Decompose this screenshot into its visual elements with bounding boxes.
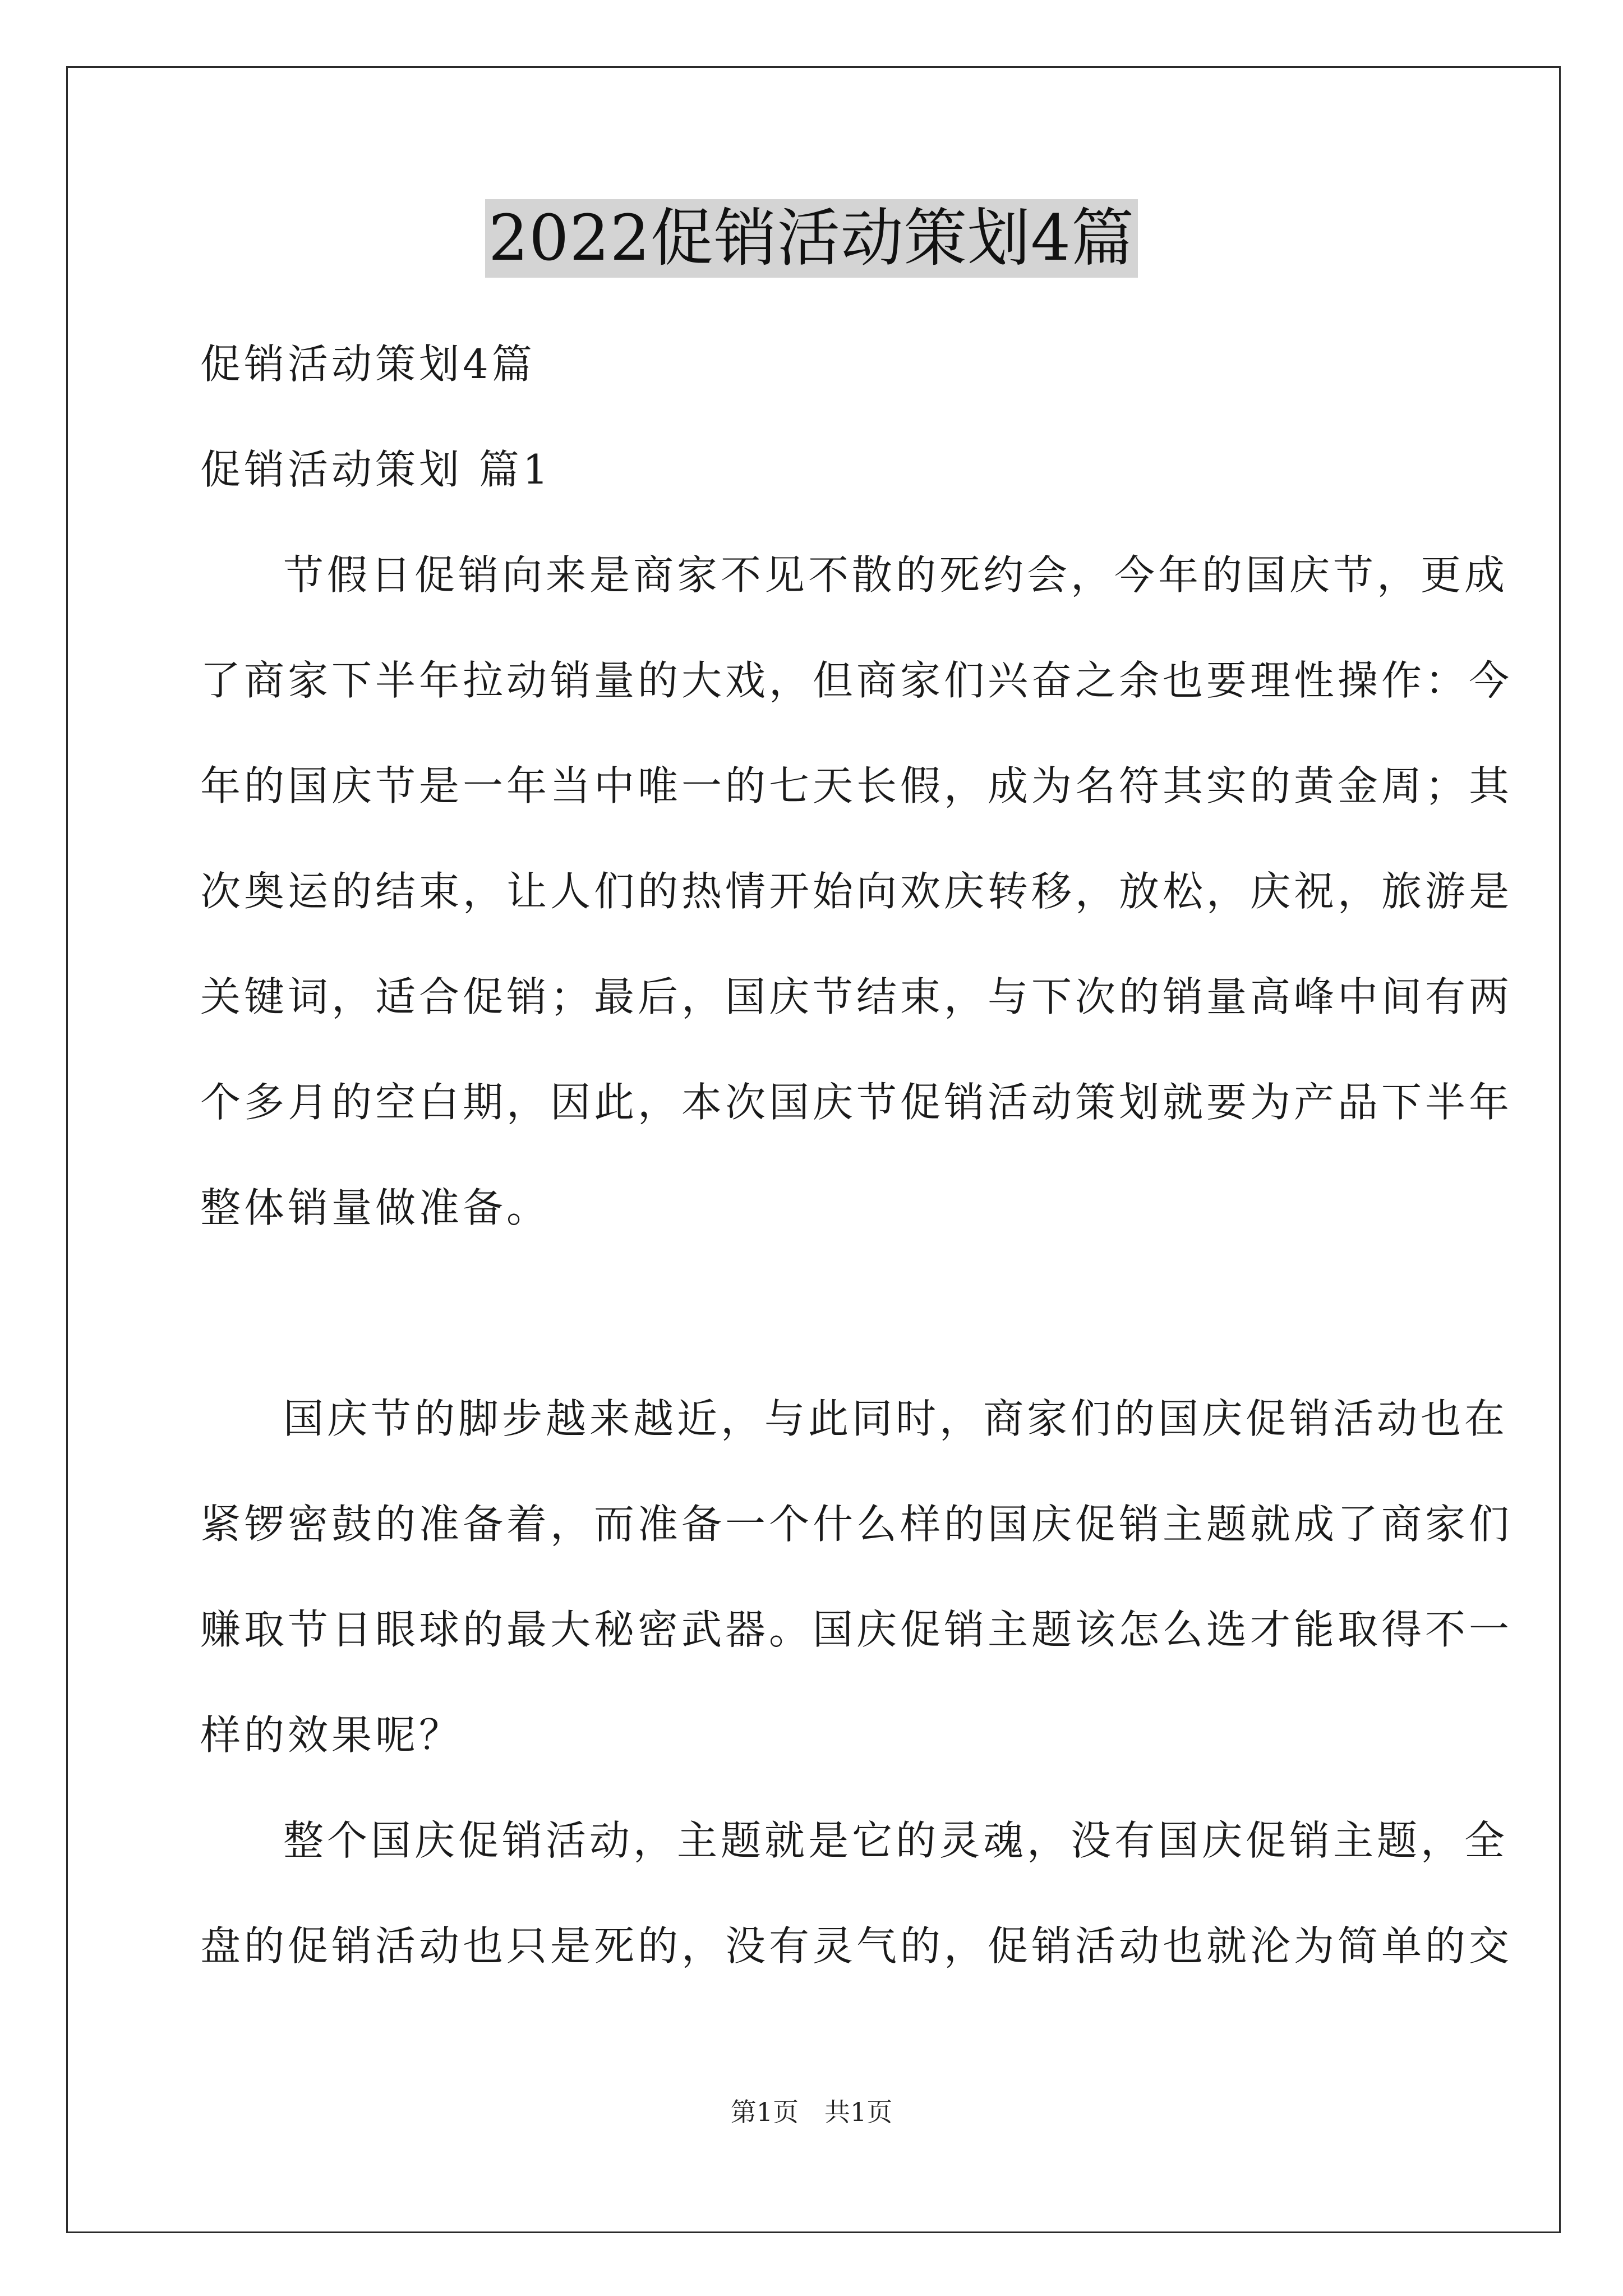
- title-wrap: [0, 199, 1623, 278]
- paragraph-line: 盘的促销活动也只是死的，没有灵气的，促销活动也就沦为简单的交: [200, 1922, 1513, 1970]
- paragraph-line: 个多月的空白期，因此，本次国庆节促销活动策划就要为产品下半年: [200, 1079, 1513, 1126]
- paragraph-line: 次奥运的结束，让人们的热情开始向欢庆转移，放松，庆祝，旅游是: [200, 868, 1513, 915]
- blank-line: [200, 1260, 1434, 1366]
- paragraph-3: [200, 1788, 1513, 1999]
- paragraph-line: 节假日促销向来是商家不见不散的死约会，今年的国庆节，更成: [283, 551, 1509, 599]
- document-body: [200, 311, 1513, 1999]
- paragraph-line: 国庆节的脚步越来越近，与此同时，商家们的国庆促销活动也在: [283, 1395, 1509, 1442]
- paragraph-line: 年的国庆节是一年当中唯一的七天长假，成为名符其实的黄金周；其: [200, 762, 1513, 809]
- paragraph-line: 整体销量做准备。: [200, 1184, 551, 1231]
- paragraph-line: 整个国庆促销活动，主题就是它的灵魂，没有国庆促销主题，全: [283, 1817, 1509, 1864]
- paragraph-line: 赚取节日眼球的最大秘密武器。国庆促销主题该怎么选才能取得不一: [200, 1606, 1513, 1653]
- section-heading: 促销活动策划 篇1: [200, 446, 552, 493]
- paragraph-line: 紧锣密鼓的准备着，而准备一个什么样的国庆促销主题就成了商家们: [200, 1501, 1513, 1548]
- document-title: 2022促销活动策划4篇: [485, 199, 1138, 278]
- document-subtitle: 促销活动策划4篇: [200, 341, 536, 388]
- page-number: 第1页: [730, 2097, 799, 2127]
- paragraph-line: 关键词，适合促销；最后，国庆节结束，与下次的销量高峰中间有两: [200, 973, 1513, 1020]
- paragraph-1: [200, 522, 1513, 1260]
- paragraph-2: [200, 1366, 1513, 1788]
- page-total: 共1页: [824, 2097, 893, 2127]
- page-footer: [0, 2095, 1623, 2129]
- paragraph-line: 样的效果呢？: [200, 1711, 463, 1759]
- paragraph-line: 了商家下半年拉动销量的大戏，但商家们兴奋之余也要理性操作：今: [200, 657, 1513, 704]
